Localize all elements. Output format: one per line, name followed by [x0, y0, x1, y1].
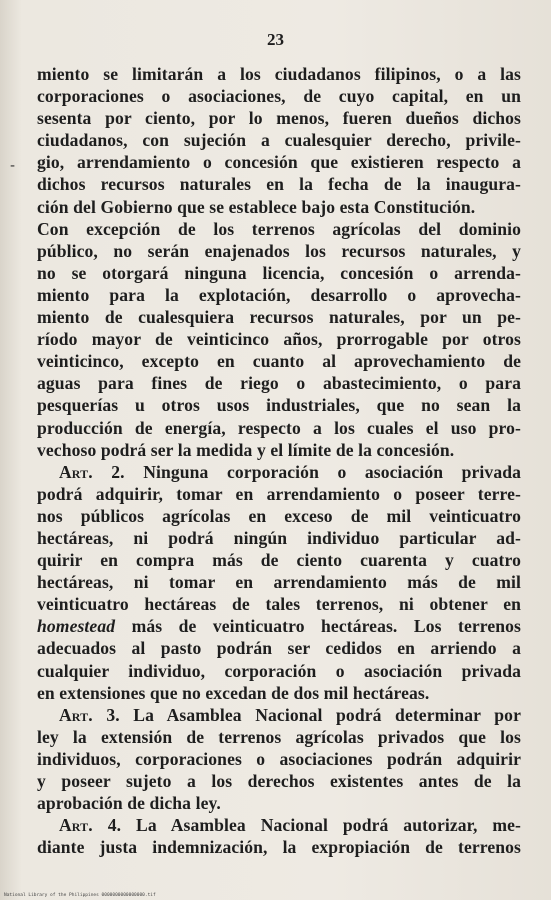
text-line	[37, 173, 521, 195]
line-text: aprobación de dicha ley.	[37, 793, 221, 814]
line-text: hectáreas, ni tomar en arrendamiento más de mil	[37, 572, 521, 593]
text-line	[37, 240, 521, 262]
line-text: gio, arrendamiento o concesión que existieren respecto a	[37, 152, 521, 173]
article-label: Art.	[59, 461, 93, 482]
text-line	[37, 637, 521, 659]
italic-term: homestead	[37, 616, 116, 637]
text-line	[37, 129, 521, 151]
text-line	[37, 439, 521, 461]
line-text: 4. La Asamblea Nacional podrá autorizar, me-	[92, 815, 521, 836]
line-text: público, no serán enajenados los recursos naturales, y	[37, 240, 521, 261]
text-line	[37, 814, 521, 836]
text-line	[37, 682, 521, 704]
line-text: dichos recursos naturales en la fecha de la inaugura-	[37, 174, 521, 195]
text-line	[37, 85, 521, 107]
text-line	[37, 483, 521, 505]
margin-mark: -	[10, 158, 16, 174]
text-line	[37, 593, 521, 615]
text-line	[37, 527, 521, 549]
line-text: adecuados al pasto podrán ser cedidos en arriendo a	[37, 638, 521, 659]
line-text: nos públicos agrícolas en exceso de mil veinticuatro	[37, 505, 521, 526]
line-text: cualquier individuo, corporación o asociación privada	[37, 660, 521, 681]
line-text: más de veinticuatro hectáreas. Los terrenos	[115, 616, 521, 637]
line-text: hectáreas, ni podrá ningún individuo particular ad-	[37, 527, 521, 548]
line-text: en extensiones que no excedan de dos mil hectáreas.	[37, 682, 430, 703]
text-line	[37, 792, 521, 814]
text-line	[37, 306, 521, 328]
line-text: diante justa indemnización, la expropiación de terrenos	[37, 837, 521, 858]
line-text: podrá adquirir, tomar en arrendamiento o poseer terre-	[37, 483, 521, 504]
text-line	[37, 372, 521, 394]
text-line	[37, 549, 521, 571]
line-text: sesenta por ciento, por lo menos, fueren dueños dichos	[37, 108, 521, 129]
line-text: no se otorgará ninguna licencia, concesión o arrenda-	[37, 262, 521, 283]
text-line	[37, 505, 521, 527]
text-line	[37, 284, 521, 306]
text-line	[37, 726, 521, 748]
line-text: ciudadanos, con sujeción a cualesquier derecho, privile-	[37, 130, 521, 151]
line-text: veinticinco, excepto en cuanto al aprovechamiento de	[37, 351, 521, 372]
text-line	[37, 615, 521, 637]
line-text: veinticuatro hectáreas de tales terrenos, ni obtener en	[37, 594, 521, 615]
line-text: pesquerías u otros usos industriales, que no sean la	[37, 395, 521, 416]
text-line	[37, 571, 521, 593]
line-text: miento para la explotación, desarrollo o aprovecha-	[37, 284, 521, 305]
body-text	[37, 63, 521, 858]
article-label: Art.	[59, 815, 93, 836]
text-line	[37, 151, 521, 173]
line-text: y poseer sujeto a los derechos existentes antes de la	[37, 771, 521, 791]
text-line	[37, 196, 521, 218]
text-line	[37, 748, 521, 770]
text-line	[37, 63, 521, 85]
line-text: miento se limitarán a los ciudadanos filipinos, o a las	[37, 64, 521, 84]
line-text: miento de cualesquiera recursos naturales, por un pe-	[37, 307, 521, 328]
text-line	[37, 461, 521, 483]
text-line	[37, 262, 521, 284]
scan-footer: National Library of the Philippines 0000000000000000.tif	[4, 893, 156, 898]
line-text: ción del Gobierno que se establece bajo esta Constitución.	[37, 196, 476, 217]
text-line	[37, 417, 521, 439]
line-text: individuos, corporaciones o asociaciones podrán adquirir	[37, 748, 521, 769]
line-text: Con excepción de los terrenos agrícolas del dominio	[37, 218, 521, 239]
text-line	[37, 107, 521, 129]
text-line	[37, 836, 521, 858]
line-text: producción de energía, respecto a los cuales el uso pro-	[37, 417, 521, 438]
line-text: corporaciones o asociaciones, de cuyo capital, en un	[37, 86, 521, 107]
text-line	[37, 218, 521, 240]
text-line	[37, 770, 521, 792]
line-text: 3. La Asamblea Nacional podrá determinar por	[92, 704, 521, 725]
text-line	[37, 394, 521, 416]
text-line	[37, 704, 521, 726]
line-text: ley la extensión de terrenos agrícolas privados que los	[37, 726, 521, 747]
line-text: vechoso podrá ser la medida y el límite de la concesión.	[37, 439, 455, 460]
text-line	[37, 660, 521, 682]
text-line	[37, 328, 521, 350]
line-text: aguas para fines de riego o abastecimiento, o para	[37, 373, 521, 394]
page-number: 23	[267, 30, 284, 49]
line-text: 2. Ninguna corporación o asociación privada	[92, 461, 521, 482]
line-text: quirir en compra más de ciento cuarenta y cuatro	[37, 550, 521, 571]
text-line	[37, 350, 521, 372]
article-label: Art.	[59, 704, 93, 725]
line-text: ríodo mayor de veinticinco años, prorrogable por otros	[37, 329, 521, 350]
